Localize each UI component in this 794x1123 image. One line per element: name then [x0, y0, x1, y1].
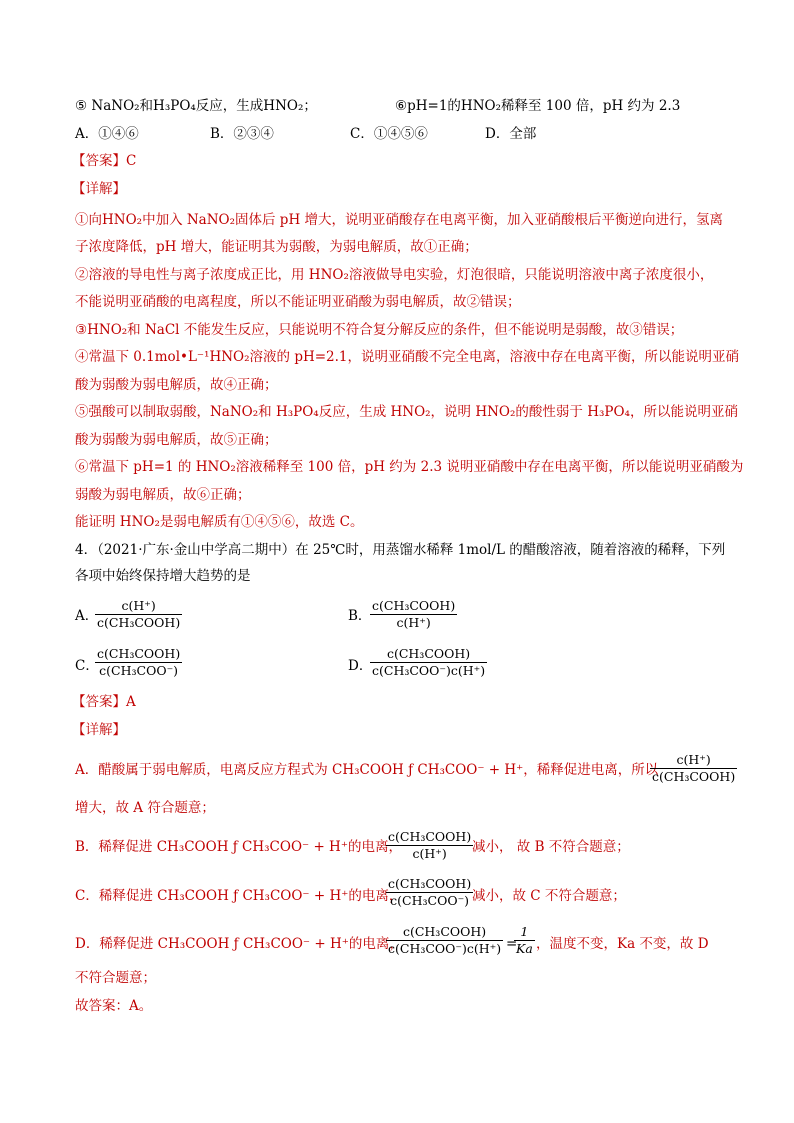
q4-answer-label: 【答案】A [72, 694, 136, 710]
q4-detail-label: 【详解】 [72, 722, 126, 738]
option-c: C．①④⑤⑥ [350, 126, 428, 142]
question-4-stem-cont: 各项中始终保持增大趋势的是 [75, 568, 251, 584]
q4-option-c-label: C． [75, 658, 99, 674]
q4-explain-b: B．稀释促进 CH₃COOH ƒ CH₃COO⁻ + H⁺的电离， [75, 839, 402, 855]
q4-option-d-fraction: c(CH₃COOH) c(CH₃COO⁻)c(H⁺) [372, 646, 486, 678]
explain-line: 子浓度降低，pH 增大，能证明其为弱酸，为弱电解质，故①正确； [75, 239, 478, 255]
explain-line: 酸为弱酸为弱电解质，故④正确； [75, 377, 278, 393]
explain-line: 酸为弱酸为弱电解质，故⑤正确； [75, 432, 278, 448]
option-d: D．全部 [485, 126, 537, 142]
detail-label: 【详解】 [72, 181, 126, 197]
explain-line: 弱酸为弱电解质，故⑥正确； [75, 487, 251, 503]
question-4-stem: 4．（2021·广东·金山中学高二期中）在 25℃时，用蒸馏水稀释 1mol/L 的醋酸溶液，随着溶液的稀释，下列 [75, 542, 726, 558]
q4-explain-d-cont: 不符合题意； [75, 970, 156, 986]
q4-explain-c: C．稀释促进 CH₃COOH ƒ CH₃COO⁻ + H⁺的电离， [75, 888, 403, 904]
option-a: A．①④⑥ [75, 126, 139, 142]
q4-explain-d-equals: = [506, 936, 518, 952]
q4-explain-a-cont: 增大，故 A 符合题意； [75, 800, 215, 816]
explain-conclusion: 能证明 HNO₂是弱电解质有①④⑤⑥，故选 C。 [75, 514, 364, 530]
item-6: ⑥pH=1的HNO₂稀释至 100 倍，pH 约为 2.3 [395, 98, 681, 114]
q4-option-a-fraction: c(H⁺) c(CH₃COOH) [97, 598, 181, 630]
explain-line: ③HNO₂和 NaCl 不能发生反应，只能说明不符合复分解反应的条件，但不能说明是弱酸，故③错误； [75, 322, 684, 338]
explain-line: ⑥常温下 pH=1 的 HNO₂溶液稀释至 100 倍，pH 约为 2.3 说明亚硝酸中存在电离平衡，所以能说明亚硝酸为 [75, 459, 744, 475]
item-5: ⑤ NaNO₂和H₃PO₄反应，生成HNO₂； [75, 98, 317, 114]
q4-option-c-fraction: c(CH₃COOH) c(CH₃COO⁻) [97, 646, 181, 678]
q4-explain-b-fraction: c(CH₃COOH) c(H⁺) [388, 829, 472, 861]
explain-line: ②溶液的导电性与离子浓度成正比，用 HNO₂溶液做导电实验，灯泡很暗，只能说明溶液中离子浓度很小， [75, 267, 714, 283]
explain-line: ①向HNO₂中加入 NaNO₂固体后 pH 增大，说明亚硝酸存在电离平衡，加入亚硝酸根后平衡逆向进行，氢离 [75, 212, 724, 228]
explain-line: ⑤强酸可以制取弱酸，NaNO₂和 H₃PO₄反应，生成 HNO₂，说明 HNO₂的酸性弱于 H₃PO₄，所以能说明亚硝 [75, 404, 738, 420]
q4-explain-c-tail: 减小，故 C 不符合题意； [472, 888, 626, 904]
q4-option-d-label: D． [348, 658, 373, 674]
option-b: B．②③④ [210, 126, 274, 142]
q4-explain-b-tail: 减小， 故 B 不符合题意； [472, 839, 630, 855]
q4-explain-d-fraction: c(CH₃COOH) c(CH₃COO⁻)c(H⁺) [388, 924, 502, 956]
explain-line: ④常温下 0.1mol•L⁻¹HNO₂溶液的 pH=2.1，说明亚硝酸不完全电离，溶液中存在电离平衡，所以能说明亚硝 [75, 349, 740, 365]
q4-explain-c-fraction: c(CH₃COOH) c(CH₃COO⁻) [388, 876, 472, 908]
q4-option-b-label: B． [348, 608, 372, 624]
explain-line: 不能说明亚硝酸的电离程度，所以不能证明亚硝酸为弱电解质，故②错误； [75, 294, 521, 310]
q4-option-b-fraction: c(CH₃COOH) c(H⁺) [372, 598, 456, 630]
q4-explain-d-tail: ，温度不变，Ka 不变，故 D [536, 936, 709, 952]
q4-final-answer: 故答案：A。 [75, 998, 153, 1014]
q4-explain-a: A．醋酸属于弱电解质，电离反应方程式为 CH₃COOH ƒ CH₃COO⁻ + H⁺，稀释促进电离，所以 [75, 762, 659, 778]
q4-option-a-label: A． [75, 608, 99, 624]
answer-label: 【答案】C [72, 153, 137, 169]
q4-explain-d-one-over-ka: $\frac{1}{Ka}$ [516, 924, 533, 956]
q4-explain-a-fraction: c(H⁺) c(CH₃COOH) [652, 752, 736, 784]
q4-explain-d: D．稀释促进 CH₃COOH ƒ CH₃COO⁻ + H⁺的电离， [75, 936, 403, 952]
